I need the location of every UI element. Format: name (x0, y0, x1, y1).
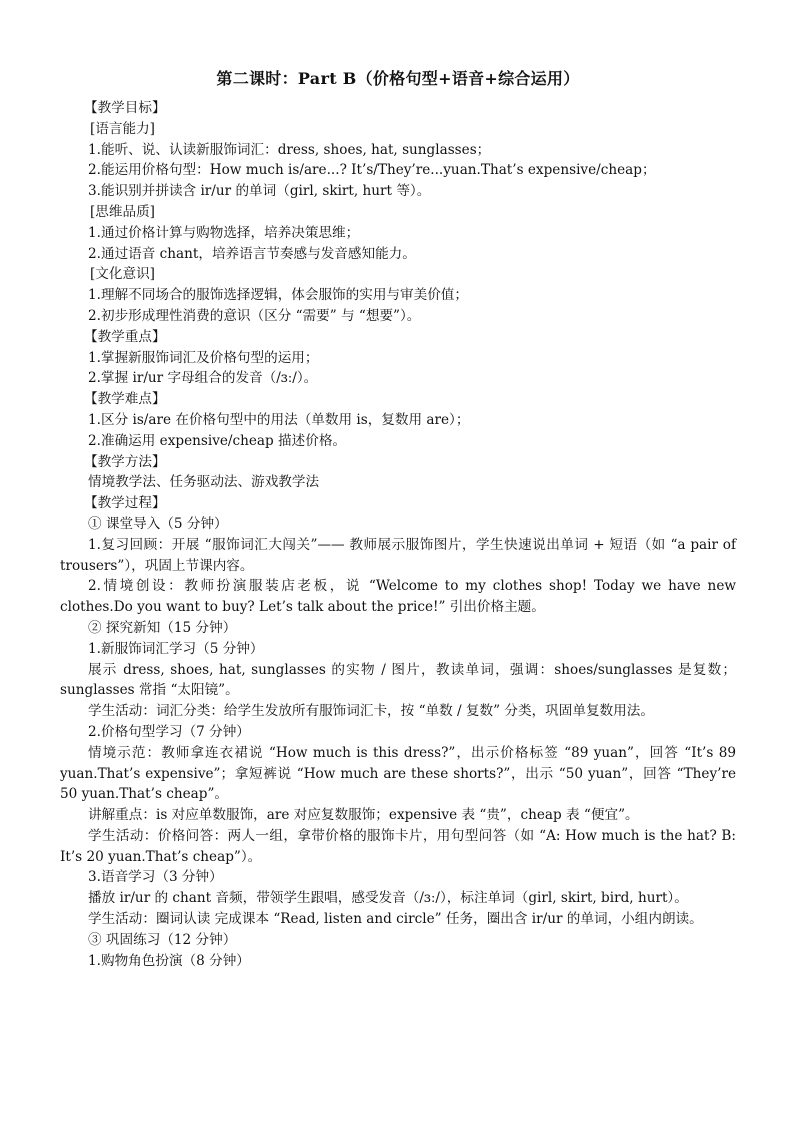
subheading-thinking-quality: [思维品质] (90, 203, 155, 220)
section-heading-objectives: 【教学目标】 (84, 100, 166, 116)
document-page (60, 66, 736, 971)
step-heading: ③ 巩固练习（12 分钟） (88, 931, 237, 948)
paragraph: 3.语音学习（3 分钟） (88, 869, 223, 886)
paragraph: 情境示范：教师拿连衣裙说 “How much is this dress?”，出示价格标签 “89 yuan”，回答 “It’s 89 yuan.That’s expensive”；拿短裤说 “How much are these shorts?”，出示 “50 yuan”，回答 “They’re 50 yuan.That’s cheap”。 (60, 744, 736, 803)
subheading-cultural-awareness: [文化意识] (90, 266, 155, 283)
paragraph: 播放 ir/ur 的 chant 音频，带领学生跟唱，感受发音（/ɜː/），标注单词（girl, skirt, bird, hurt）。 (88, 890, 688, 907)
section-heading-methods: 【教学方法】 (84, 453, 166, 470)
paragraph: 1.能听、说、认读新服饰词汇：dress, shoes, hat, sunglasses； (88, 141, 491, 158)
paragraph: 学生活动：价格问答：两人一组，拿带价格的服饰卡片，用句型问答（如 “A: How much is the hat? B: It’s 20 yuan.That’s cheap”）。 (60, 827, 736, 865)
paragraph: 2.能运用价格句型：How much is/are...? It’s/They’re...yuan.That’s expensive/cheap； (88, 162, 656, 179)
paragraph: 1.新服饰词汇学习（5 分钟） (88, 640, 264, 657)
paragraph: 1.区分 is/are 在价格句型中的用法（单数用 is，复数用 are）； (88, 411, 470, 428)
paragraph: 2.情境创设：教师扮演服装店老板，说 “Welcome to my clothes shop! Today we have new clothes.Do you want to buy? Let’s talk about the price!” 引出价格主题。 (60, 578, 736, 616)
paragraph: 1.掌握新服饰词汇及价格句型的运用； (88, 349, 319, 366)
section-heading-difficulties: 【教学难点】 (84, 391, 166, 408)
paragraph: 1.购物角色扮演（8 分钟） (88, 952, 250, 969)
paragraph: 学生活动：圈词认读 完成课本 “Read, listen and circle” 任务，圈出含 ir/ur 的单词，小组内朗读。 (88, 911, 703, 928)
paragraph: 情境教学法、任务驱动法、游戏教学法 (88, 474, 320, 491)
paragraph: 讲解重点：is 对应单数服饰，are 对应复数服饰；expensive 表 “贵”，cheap 表 “便宜”。 (88, 807, 639, 824)
step-heading: ① 课堂导入（5 分钟） (88, 515, 228, 532)
section-heading-process: 【教学过程】 (84, 495, 166, 512)
paragraph: 2.价格句型学习（7 分钟） (88, 723, 250, 740)
paragraph: 学生活动：词汇分类：给学生发放所有服饰词汇卡，按 “单数 / 复数” 分类，巩固单复数用法。 (88, 703, 654, 720)
section-heading-key-points: 【教学重点】 (84, 328, 166, 345)
subheading-language-ability: [语言能力] (90, 120, 155, 137)
paragraph: 2.掌握 ir/ur 字母组合的发音（/ɜː/）。 (88, 370, 318, 387)
paragraph: 2.准确运用 expensive/cheap 描述价格。 (88, 432, 347, 449)
paragraph: 2.初步形成理性消费的意识（区分 “需要” 与 “想要”）。 (88, 307, 421, 324)
paragraph: 1.复习回顾：开展 “服饰词汇大闯关”—— 教师展示服饰图片，学生快速说出单词 + 短语（如 “a pair of trousers”），巩固上节课内容。 (60, 536, 736, 574)
paragraph: 2.通过语音 chant，培养语言节奏感与发音感知能力。 (88, 245, 416, 262)
step-heading: ② 探究新知（15 分钟） (88, 619, 237, 636)
paragraph: 展示 dress, shoes, hat, sunglasses 的实物 / 图片，教读单词，强调：shoes/sunglasses 是复数；sunglasses 常指 “太阳镜”。 (60, 661, 736, 699)
paragraph: 1.通过价格计算与购物选择，培养决策思维； (88, 224, 360, 241)
paragraph: 3.能识别并拼读含 ir/ur 的单词（girl, skirt, hurt 等）。 (88, 183, 431, 200)
lesson-title: 第二课时：Part B（价格句型+语音+综合运用） (216, 69, 580, 88)
paragraph: 1.理解不同场合的服饰选择逻辑，体会服饰的实用与审美价值； (88, 287, 468, 304)
